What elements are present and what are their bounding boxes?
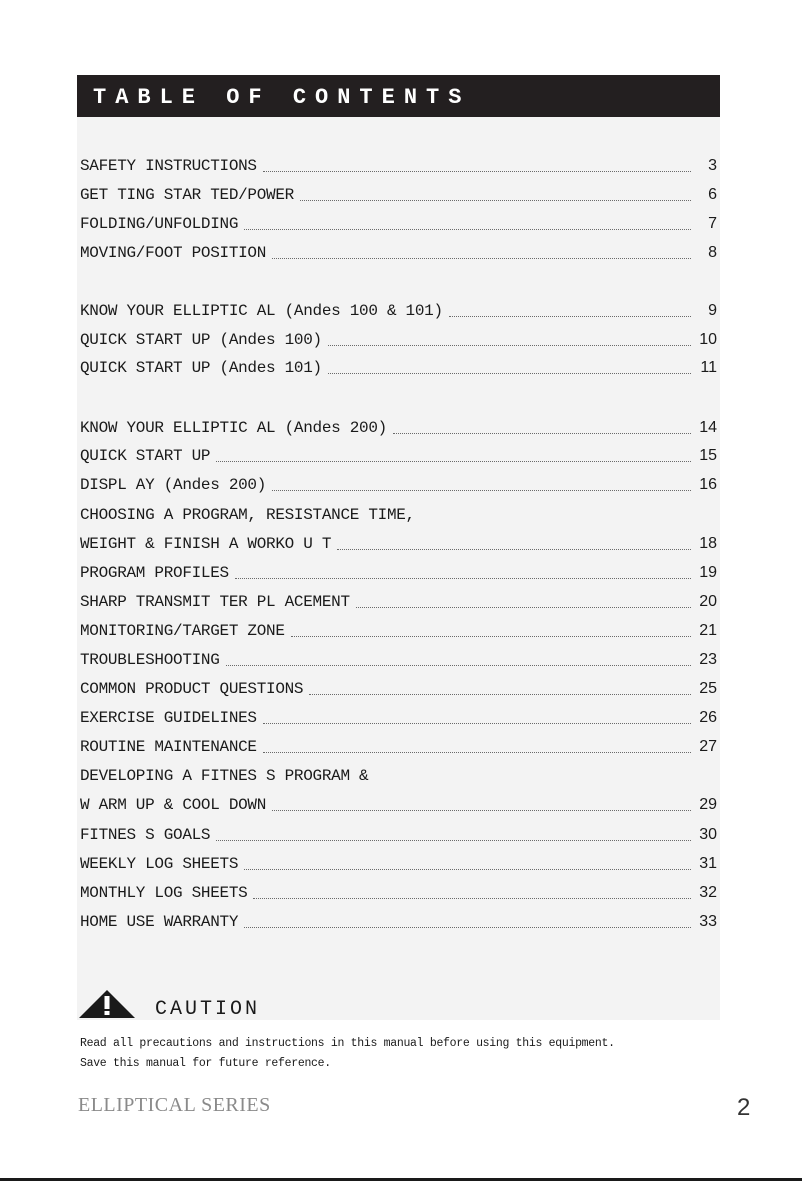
toc-leader-dots xyxy=(263,171,691,172)
caution-text: Save this manual for future reference. xyxy=(80,1057,331,1070)
toc-entry[interactable] xyxy=(80,183,717,205)
toc-leader-dots xyxy=(244,229,691,230)
toc-entry[interactable] xyxy=(80,241,717,263)
toc-entry[interactable] xyxy=(80,881,717,903)
caution-title: CAUTION xyxy=(155,998,261,1021)
toc-entry-label: EXERCISE GUIDELINES xyxy=(80,709,257,727)
toc-entry-page: 31 xyxy=(699,855,717,872)
toc-header-bar xyxy=(77,75,720,117)
footer-series-name: ELLIPTICAL SERIES xyxy=(78,1094,271,1116)
toc-entry-label: MOVING/FOOT POSITION xyxy=(80,244,267,262)
toc-entry-label: MONITORING/TARGET ZONE xyxy=(80,622,285,640)
toc-leader-dots xyxy=(244,869,691,870)
toc-entry-page: 29 xyxy=(699,796,717,813)
toc-leader-dots xyxy=(449,316,691,317)
toc-entry[interactable] xyxy=(80,823,717,845)
toc-leader-dots xyxy=(263,752,691,753)
toc-entry[interactable] xyxy=(80,706,717,728)
toc-leader-dots xyxy=(253,898,691,899)
toc-entry-label: QUICK START UP (Andes 101) xyxy=(80,359,322,377)
toc-entry-label: KNOW YOUR ELLIPTIC AL (Andes 200) xyxy=(80,419,387,437)
toc-leader-dots xyxy=(226,665,691,666)
toc-entry[interactable] xyxy=(80,677,717,699)
toc-entry-label: KNOW YOUR ELLIPTIC AL (Andes 100 & 101) xyxy=(80,302,443,320)
toc-leader-dots xyxy=(272,258,691,259)
toc-entry[interactable] xyxy=(80,561,717,583)
toc-entry-label: FOLDING/UNFOLDING xyxy=(80,215,239,233)
toc-entry[interactable] xyxy=(80,328,717,350)
toc-entry-label: QUICK START UP (Andes 100) xyxy=(80,331,322,349)
toc-entry-page: 8 xyxy=(708,244,717,261)
toc-leader-dots xyxy=(216,840,691,841)
toc-entry-page: 10 xyxy=(699,331,717,348)
toc-entry-page: 30 xyxy=(699,826,717,843)
warning-triangle-icon xyxy=(79,990,135,1018)
toc-entry-page: 9 xyxy=(708,302,717,319)
toc-entry-continued xyxy=(80,764,368,786)
toc-entry[interactable] xyxy=(80,590,717,612)
toc-entry[interactable] xyxy=(80,416,717,438)
toc-entry[interactable] xyxy=(80,212,717,234)
toc-entry-label: DISPL AY (Andes 200) xyxy=(80,476,267,494)
toc-entry-label: PROGRAM PROFILES xyxy=(80,564,229,582)
toc-leader-dots xyxy=(328,345,691,346)
toc-leader-dots xyxy=(216,461,691,462)
toc-entry-label: DEVELOPING A FITNES S PROGRAM & xyxy=(80,767,369,785)
footer-page-number: 2 xyxy=(737,1094,751,1121)
toc-entry-label: CHOOSING A PROGRAM, RESISTANCE TIME, xyxy=(80,506,415,524)
toc-entry-page: 18 xyxy=(699,535,717,552)
toc-entry[interactable] xyxy=(80,648,717,670)
toc-entry-page: 16 xyxy=(699,476,717,493)
toc-leader-dots xyxy=(337,549,691,550)
toc-entry[interactable] xyxy=(80,299,717,321)
toc-entry[interactable] xyxy=(80,619,717,641)
toc-entry-page: 27 xyxy=(699,738,717,755)
toc-entry-label: WEEKLY LOG SHEETS xyxy=(80,855,239,873)
toc-entry-continued xyxy=(80,503,415,525)
toc-entry[interactable] xyxy=(80,532,717,554)
toc-entry-label: ROUTINE MAINTENANCE xyxy=(80,738,257,756)
toc-leader-dots xyxy=(309,694,691,695)
toc-entry-label: W ARM UP & COOL DOWN xyxy=(80,796,267,814)
toc-entry-page: 26 xyxy=(699,709,717,726)
toc-entry-label: HOME USE WARRANTY xyxy=(80,913,239,931)
toc-leader-dots xyxy=(328,373,691,374)
toc-entry-page: 19 xyxy=(699,564,717,581)
toc-entry-page: 11 xyxy=(700,359,717,376)
toc-entry[interactable] xyxy=(80,444,717,466)
toc-entry-label: TROUBLESHOOTING xyxy=(80,651,220,669)
toc-entry-page: 25 xyxy=(699,680,717,697)
toc-entry-label: FITNES S GOALS xyxy=(80,826,211,844)
toc-entry-label: SAFETY INSTRUCTIONS xyxy=(80,157,257,175)
toc-leader-dots xyxy=(263,723,691,724)
toc-leader-dots xyxy=(291,636,691,637)
toc-entry[interactable] xyxy=(80,473,717,495)
toc-leader-dots xyxy=(272,810,691,811)
toc-entry[interactable] xyxy=(80,735,717,757)
caution-text: Read all precautions and instructions in this manual before using this equipment. xyxy=(80,1037,615,1050)
toc-entry-label: MONTHLY LOG SHEETS xyxy=(80,884,248,902)
toc-leader-dots xyxy=(244,927,691,928)
toc-entry[interactable] xyxy=(80,793,717,815)
toc-entry-page: 21 xyxy=(699,622,717,639)
toc-leader-dots xyxy=(356,607,691,608)
toc-entry-label: WEIGHT & FINISH A WORKO U T xyxy=(80,535,332,553)
toc-entry-label: SHARP TRANSMIT TER PL ACEMENT xyxy=(80,593,350,611)
toc-entry-page: 32 xyxy=(699,884,717,901)
toc-entry[interactable] xyxy=(80,154,717,176)
toc-leader-dots xyxy=(235,578,691,579)
toc-entry-label: GET TING STAR TED/POWER xyxy=(80,186,294,204)
toc-entry-page: 23 xyxy=(699,651,717,668)
toc-leader-dots xyxy=(300,200,691,201)
toc-entry-page: 3 xyxy=(708,157,717,174)
toc-entry-page: 6 xyxy=(708,186,717,203)
toc-entry[interactable] xyxy=(80,852,717,874)
toc-entry-label: COMMON PRODUCT QUESTIONS xyxy=(80,680,304,698)
toc-entry-page: 15 xyxy=(699,447,717,464)
toc-entry-page: 7 xyxy=(708,215,717,232)
toc-entry-page: 14 xyxy=(699,419,717,436)
toc-entry-label: QUICK START UP xyxy=(80,447,211,465)
toc-entry-page: 33 xyxy=(699,913,717,930)
toc-entry[interactable] xyxy=(80,910,717,932)
toc-entry-page: 20 xyxy=(699,593,717,610)
page-title: TABLE OF CONTENTS xyxy=(93,85,471,110)
toc-leader-dots xyxy=(393,433,691,434)
toc-leader-dots xyxy=(272,490,691,491)
toc-entry[interactable] xyxy=(80,356,717,378)
